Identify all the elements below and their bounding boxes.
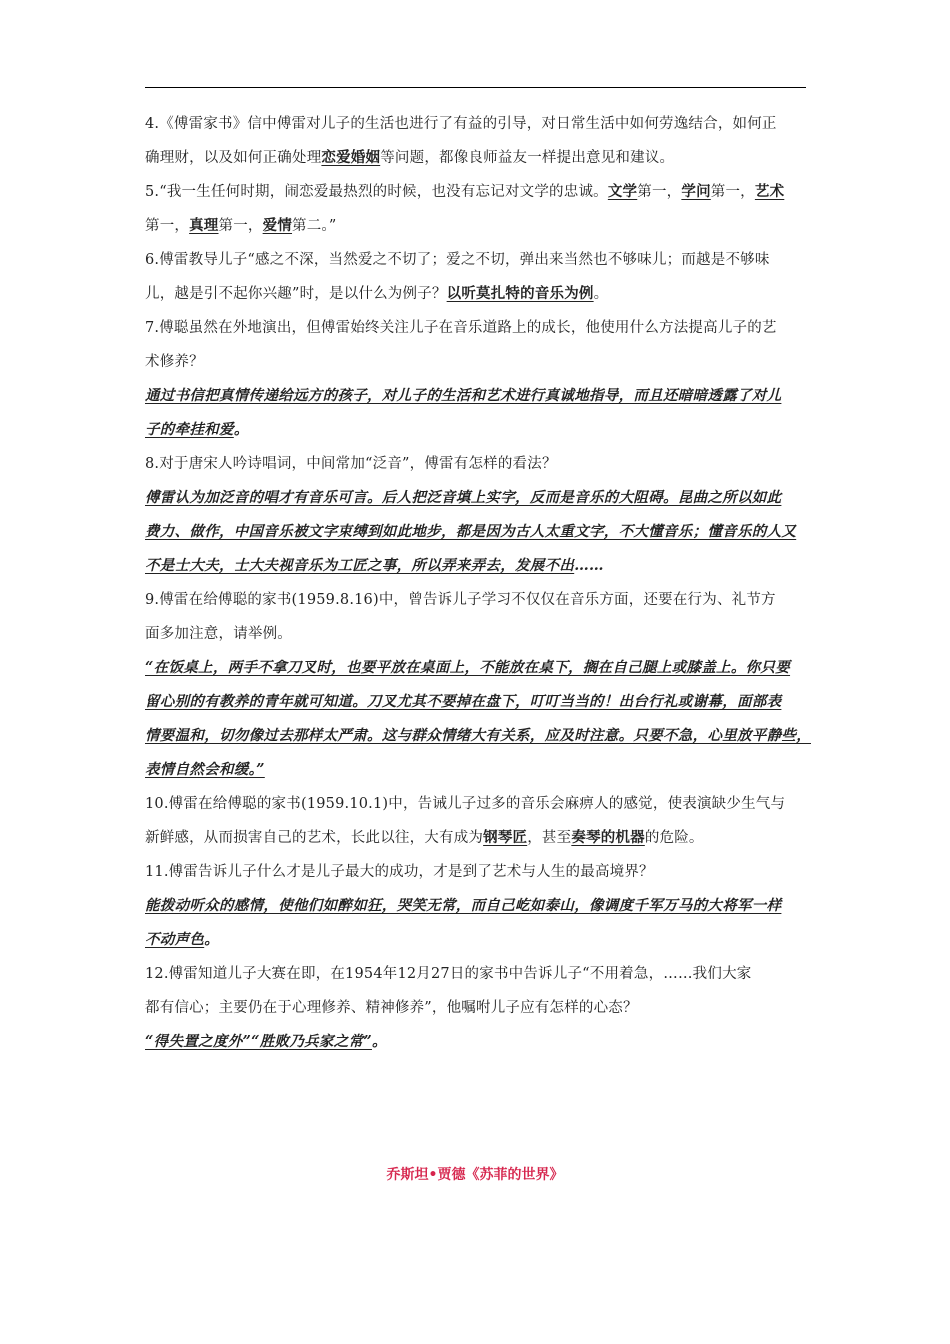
underlined-answer-text: “在饭桌上，两手不拿刀叉时，也要平放在桌面上，不能放在桌下，搁在自己腿上或膝盖上。你只要 [145,659,791,676]
question-line [145,624,808,644]
text-run: ，甚至 [527,830,572,846]
text-run: 第一， [218,218,263,234]
text-run: 11.傅雷告诉儿子什么才是儿子最大的成功，才是到了艺术与人生的最高境界？ [145,864,654,880]
underlined-answer-text: 钢琴匠 [483,829,528,846]
question-block [145,318,808,372]
text-run: 。 [204,931,220,948]
underlined-answer-text: 学问 [681,183,711,200]
answer-line [145,726,811,746]
question-block [145,250,808,304]
underlined-answer-text: 文学 [607,183,638,200]
answer-block [145,1032,808,1052]
text-run: …… [574,557,604,574]
question-line [145,794,808,814]
question-line [145,590,808,610]
text-run: 。 [593,286,609,302]
question-block [145,964,808,1018]
text-run: 。 [233,421,249,438]
text-run: 新鲜感，从而损害自己的艺术，长此以往，大有成为 [145,830,484,846]
underlined-answer-text: 艺术 [754,183,785,200]
document-body [145,114,811,1066]
answer-line [145,488,808,508]
answer-block [145,488,808,576]
text-run: 。 [371,1033,387,1050]
answer-line [145,386,808,406]
text-run: 的危险。 [644,830,704,846]
text-run: 7.傅聪虽然在外地演出，但傅雷始终关注儿子在音乐道路上的成长，他使用什么方法提高儿子的艺 [145,320,777,336]
header-rule [145,87,806,88]
answer-line [145,760,808,780]
underlined-answer-text: 能拨动听众的感情，使他们如醉如狂，哭笑无常，而自己屹如泰山，像调度千军万马的大将军一样 [145,897,782,914]
text-run: 都有信心；主要仍在于心理修养、精神修养”，他嘱咐儿子应有怎样的心态？ [145,1000,638,1016]
question-block [145,590,808,644]
question-line [145,182,808,202]
underlined-answer-text: 爱情 [262,217,293,234]
question-line [145,964,808,984]
question-line [145,318,808,338]
answer-line [145,1032,808,1052]
text-run: 面多加注意，请举例。 [145,626,292,642]
question-block [145,114,808,168]
question-line [145,828,808,848]
question-block [145,182,808,236]
answer-line [145,930,808,950]
question-line [145,862,808,882]
underlined-answer-text: 情要温和，切勿像过去那样太严肃。这与群众情绪大有关系，应及时注意。只要不急，心里放平静些， [145,727,811,744]
underlined-answer-text: 奏琴的机器 [571,829,645,846]
underlined-answer-text: 留心别的有教养的青年就可知道。刀叉尤其不要掉在盘下，叮叮当当的！出台行礼或谢幕，面部表 [145,693,782,710]
text-run: 术修养？ [145,354,204,370]
underlined-answer-text: 通过书信把真情传递给远方的孩子，对儿子的生活和艺术进行真诚地指导，而且还暗暗透露了对儿 [145,387,782,404]
text-run: 确理财，以及如何正确处理 [145,150,322,166]
text-run: 第一， [637,184,682,200]
answer-line [145,556,808,576]
question-line [145,454,808,474]
question-line [145,998,808,1018]
answer-line [145,692,808,712]
question-line [145,284,808,304]
answer-line [145,522,808,542]
answer-block [145,658,811,780]
question-line [145,250,808,270]
text-run: 4.《傅雷家书》信中傅雷对儿子的生活也进行了有益的引导，对日常生活中如何劳逸结合，如何正 [145,116,777,132]
question-block [145,454,808,474]
question-line [145,148,808,168]
answer-line [145,420,808,440]
answer-line [145,896,808,916]
text-run: 第一， [710,184,755,200]
text-run: 第一， [145,218,190,234]
text-run: 等问题，都像良师益友一样提出意见和建议。 [380,150,675,166]
text-run: 8.对于唐宋人吟诗唱词，中间常加“泛音”，傅雷有怎样的看法？ [145,456,557,472]
text-run: 12.傅雷知道儿子大赛在即，在1954年12月27日的家书中告诉儿子“不用着急，……我们大家 [145,966,752,982]
underlined-answer-text: 恋爱婚姻 [321,149,381,166]
question-block [145,794,808,848]
underlined-answer-text: 不是士大夫，士大夫视音乐为工匠之事，所以弄来弄去，发展不出 [145,557,575,574]
underlined-answer-text: 不动声色 [145,931,205,948]
section-title: 乔斯坦•贾德《苏菲的世界》 [386,1167,564,1183]
underlined-answer-text: 真理 [189,217,219,234]
text-run: 6.傅雷教导儿子“感之不深，当然爱之不切了；爱之不切，弹出来当然也不够味儿；而越是不够味 [145,252,770,268]
question-line [145,352,808,372]
question-block [145,862,808,882]
underlined-answer-text: 费力、做作，中国音乐被文字束缚到如此地步，都是因为古人太重文字，不大懂音乐；懂音乐的人又 [145,523,797,540]
answer-block [145,386,808,440]
text-run: 儿，越是引不起你兴趣”时，是以什么为例子？ [145,286,447,302]
underlined-answer-text: “得失置之度外”“胜败乃兵家之常” [145,1033,372,1050]
question-line [145,114,808,134]
text-run: 10.傅雷在给傅聪的家书(1959.10.1)中，告诫儿子过多的音乐会麻痹人的感觉，使表演缺少生气与 [145,796,786,812]
underlined-answer-text: 表情自然会和缓。” [145,761,265,778]
question-line [145,216,808,236]
text-run: 9.傅雷在给傅聪的家书(1959.8.16)中，曾告诉儿子学习不仅仅在音乐方面，还要在行为、礼节方 [145,592,776,608]
text-run: 第二。” [292,218,337,234]
answer-block [145,896,808,950]
underlined-answer-text: 以听莫扎特的音乐为例 [446,285,594,302]
text-run: 5.“我一生任何时期，闹恋爱最热烈的时候，也没有忘记对文学的忠诚。 [145,184,608,200]
underlined-answer-text: 子的牵挂和爱 [145,421,234,438]
underlined-answer-text: 傅雷认为加泛音的唱才有音乐可言。后人把泛音填上实字，反而是音乐的大阻碍。昆曲之所以如此 [145,489,782,506]
answer-line [145,658,808,678]
